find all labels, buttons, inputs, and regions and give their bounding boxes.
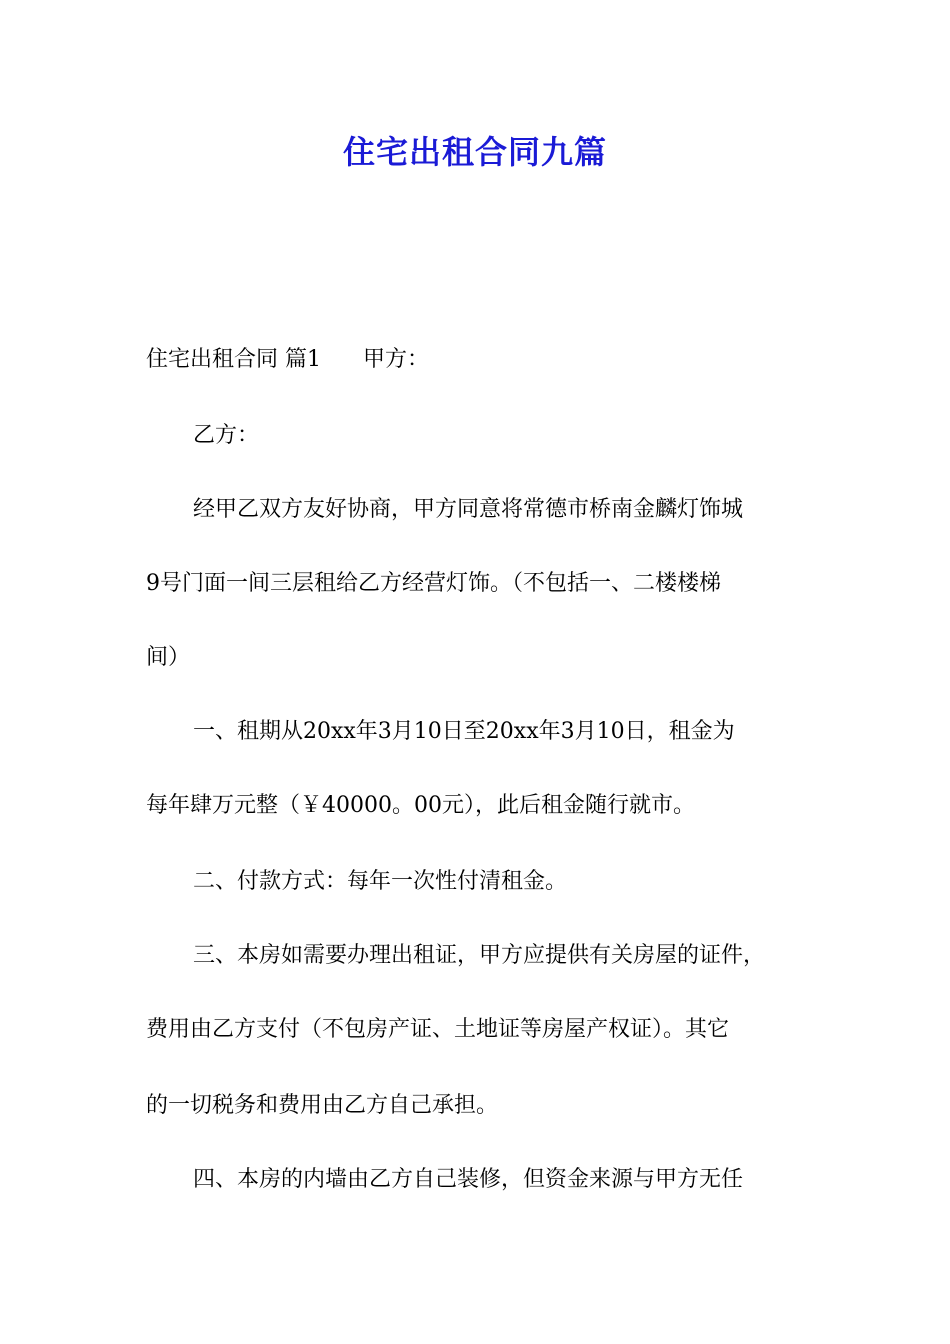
paragraph-line: 二、付款方式：每年一次性付清租金。	[193, 869, 568, 894]
paragraph-line: 的一切税务和费用由乙方自己承担。	[146, 1093, 499, 1118]
paragraph-line: 三、本房如需要办理出租证，甲方应提供有关房屋的证件，	[193, 943, 766, 968]
paragraph-line: 经甲乙双方友好协商，甲方同意将常德市桥南金麟灯饰城	[193, 497, 744, 522]
party-b-label: 乙方：	[193, 423, 260, 448]
paragraph-line: 一、租期从20xx年3月10日至20xx年3月10日，租金为	[193, 719, 735, 744]
section-heading-line	[146, 340, 826, 380]
paragraph-line: 间）	[146, 645, 191, 670]
document-title: 住宅出租合同九篇	[342, 133, 607, 171]
paragraph-line: 四、本房的内墙由乙方自己装修，但资金来源与甲方无任	[193, 1167, 744, 1192]
paragraph-line: 费用由乙方支付（不包房产证、土地证等房屋产权证）。其它	[146, 1017, 730, 1042]
party-a-label: 甲方：	[363, 347, 430, 372]
section-heading: 住宅出租合同 篇1	[146, 347, 321, 372]
paragraph-line: 9号门面一间三层租给乙方经营灯饰。（不包括一、二楼楼梯	[146, 571, 721, 596]
paragraph-line: 每年肆万元整（￥40000。00元），此后租金随行就市。	[146, 793, 695, 818]
